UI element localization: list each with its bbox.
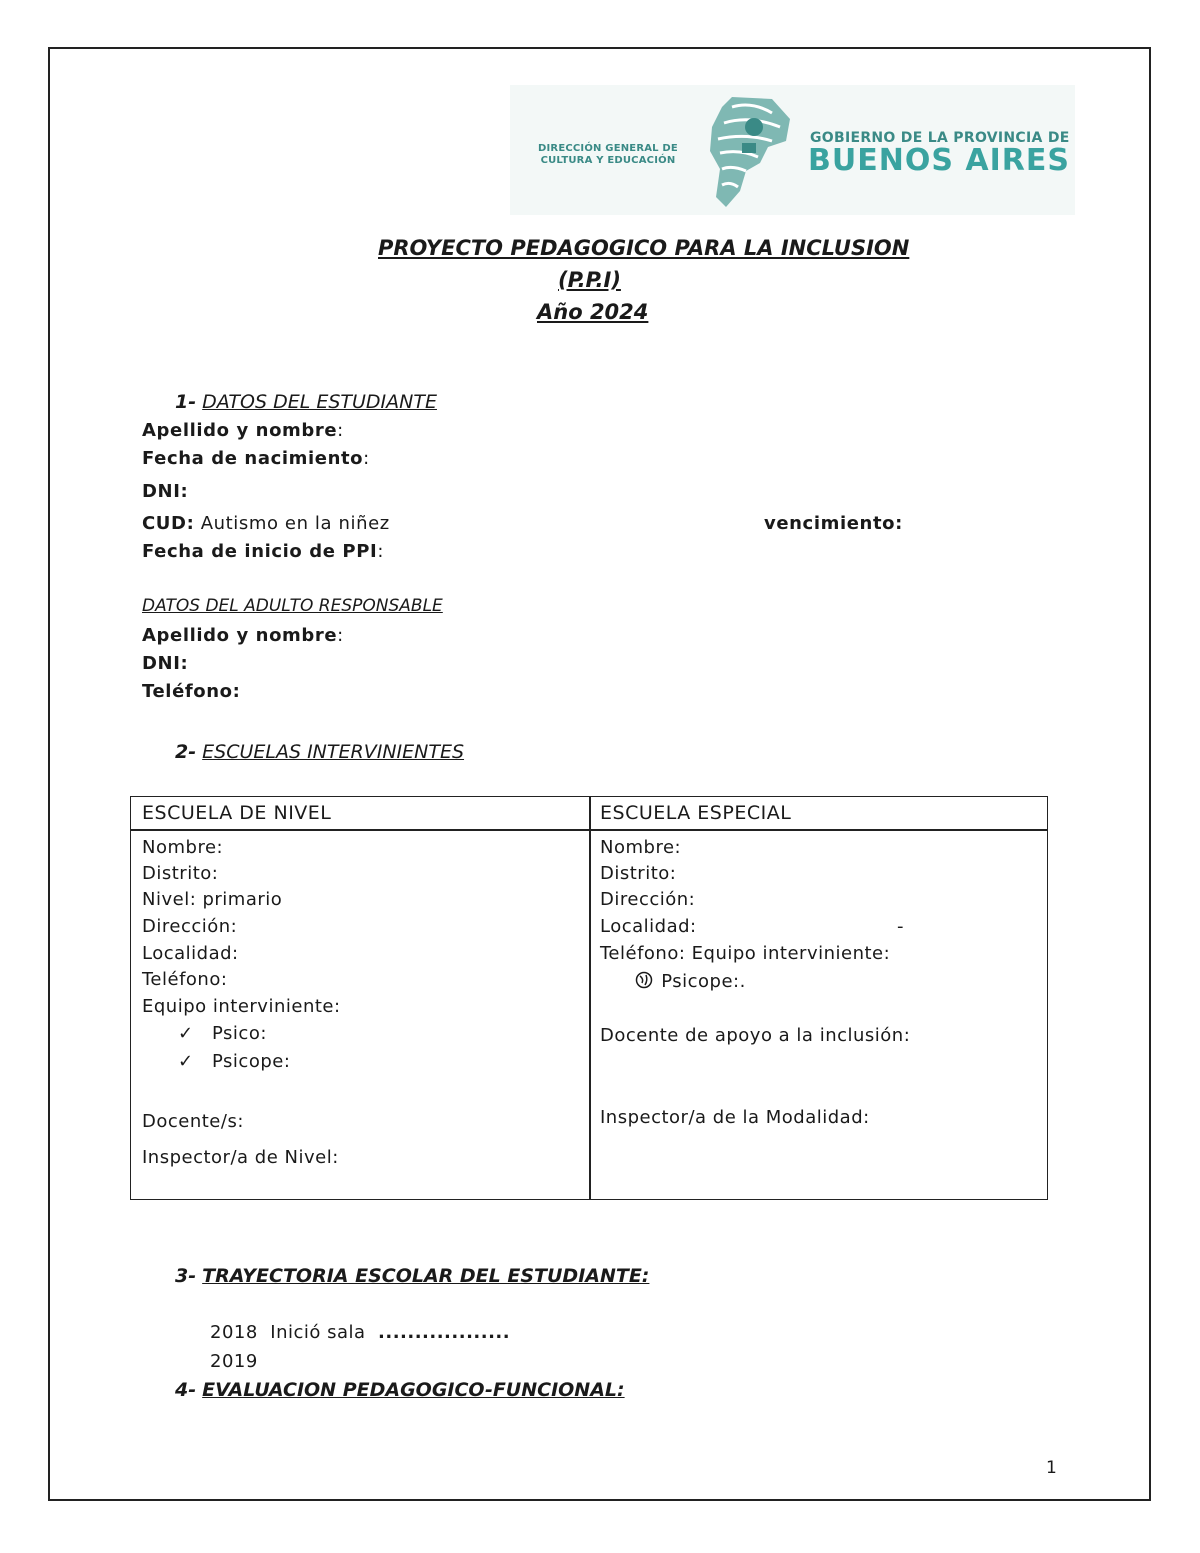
trajectory-dots: .................. [378, 1322, 511, 1343]
section-1-number: 1- [175, 391, 197, 413]
birthdate-field [142, 448, 370, 469]
cud-value: Autismo en la niñez [200, 513, 390, 534]
page-number: 1 [1046, 1458, 1057, 1478]
student-dni-label: DNI: [142, 481, 189, 502]
trajectory-line-2018 [210, 1322, 510, 1343]
ppi-start-field [142, 541, 384, 562]
nivel-psico-item [178, 1023, 267, 1044]
section-2-label: ESCUELAS INTERVINIENTES [202, 741, 465, 763]
student-name-field [142, 420, 344, 441]
nivel-direccion: Dirección: [142, 916, 238, 937]
especial-localidad: Localidad: [600, 916, 697, 937]
vencimiento-label: vencimiento: [764, 513, 903, 534]
section-1-label: DATOS DEL ESTUDIANTE [202, 391, 437, 413]
nivel-localidad: Localidad: [142, 943, 239, 964]
nivel-equipo: Equipo interviniente: [142, 996, 341, 1017]
nivel-psicope-item [178, 1051, 290, 1072]
section-3-label: TRAYECTORIA ESCOLAR DEL ESTUDIANTE: [202, 1265, 650, 1287]
adult-phone-field [142, 681, 240, 702]
table-header-divider [131, 829, 1047, 831]
ppi-start-colon: : [377, 541, 384, 562]
trajectory-year-2019: 2019 [210, 1351, 258, 1372]
section-2-number: 2- [175, 741, 197, 763]
vencimiento-field [764, 513, 903, 534]
cud-label: CUD: [142, 513, 195, 534]
adult-name-field [142, 625, 344, 646]
section-1-heading [175, 391, 437, 413]
adult-section-heading: DATOS DEL ADULTO RESPONSABLE [142, 596, 443, 616]
section-3-number: 3- [175, 1265, 197, 1287]
student-dni-field [142, 481, 188, 502]
section-2-heading [175, 741, 464, 763]
adult-phone-label: Teléfono: [142, 681, 241, 702]
nivel-inspector: Inspector/a de Nivel: [142, 1147, 339, 1168]
document-year: Año 2024 [537, 300, 649, 324]
especial-dash: - [897, 916, 904, 937]
section-4-heading [175, 1379, 625, 1401]
document-title-acronym: (P.P.I) [558, 268, 621, 292]
schools-table [130, 796, 1048, 1200]
logo-buenos-aires-text: BUENOS AIRES [808, 143, 1070, 178]
section-3-heading [175, 1265, 649, 1287]
table-header-escuela-nivel: ESCUELA DE NIVEL [142, 802, 332, 824]
table-header-escuela-especial: ESCUELA ESPECIAL [600, 802, 792, 824]
logo-direccion-text [538, 143, 678, 167]
province-map-icon [702, 93, 797, 211]
nivel-telefono: Teléfono: [142, 969, 228, 990]
especial-inspector: Inspector/a de la Modalidad: [600, 1107, 870, 1128]
trajectory-year-2018: 2018 [210, 1322, 258, 1343]
nivel-docentes: Docente/s: [142, 1111, 244, 1132]
nivel-psico: Psico: [212, 1023, 267, 1044]
especial-distrito: Distrito: [600, 863, 677, 884]
especial-direccion: Dirección: [600, 889, 696, 910]
checkmark-icon: ✓ [178, 1023, 194, 1044]
government-logo [510, 85, 1075, 215]
logo-left-line2: CULTURA Y EDUCACIÓN [540, 155, 676, 166]
nivel-nivel: Nivel: primario [142, 889, 283, 910]
nivel-psicope: Psicope: [212, 1051, 291, 1072]
nivel-distrito: Distrito: [142, 863, 219, 884]
nivel-nombre: Nombre: [142, 837, 224, 858]
especial-telefono-equipo: Teléfono: Equipo interviniente: [600, 943, 891, 964]
section-4-number: 4- [175, 1379, 197, 1401]
trajectory-text-2018: Inició sala [270, 1322, 366, 1343]
adult-name-label: Apellido y nombre [142, 625, 338, 646]
document-title: PROYECTO PEDAGOGICO PARA LA INCLUSION [378, 236, 910, 260]
logo-left-line1: DIRECCIÓN GENERAL DE [538, 143, 678, 154]
adult-name-colon: : [337, 625, 344, 646]
globe-icon [635, 971, 655, 989]
especial-nombre: Nombre: [600, 837, 682, 858]
ppi-start-label: Fecha de inicio de PPI [142, 541, 378, 562]
student-name-colon: : [337, 420, 344, 441]
student-name-label: Apellido y nombre [142, 420, 338, 441]
especial-psicope-item [635, 971, 746, 992]
especial-docente-apoyo: Docente de apoyo a la inclusión: [600, 1025, 911, 1046]
birthdate-colon: : [363, 448, 370, 469]
cud-field [142, 513, 390, 534]
especial-psicope: Psicope:. [661, 971, 746, 992]
checkmark-icon: ✓ [178, 1051, 194, 1072]
section-4-label: EVALUACION PEDAGOGICO-FUNCIONAL: [202, 1379, 625, 1401]
birthdate-label: Fecha de nacimiento [142, 448, 364, 469]
adult-dni-label: DNI: [142, 653, 189, 674]
table-column-divider [589, 797, 591, 1199]
logo-gobierno-text: GOBIERNO DE LA PROVINCIA DE [810, 130, 1070, 146]
adult-dni-field [142, 653, 188, 674]
